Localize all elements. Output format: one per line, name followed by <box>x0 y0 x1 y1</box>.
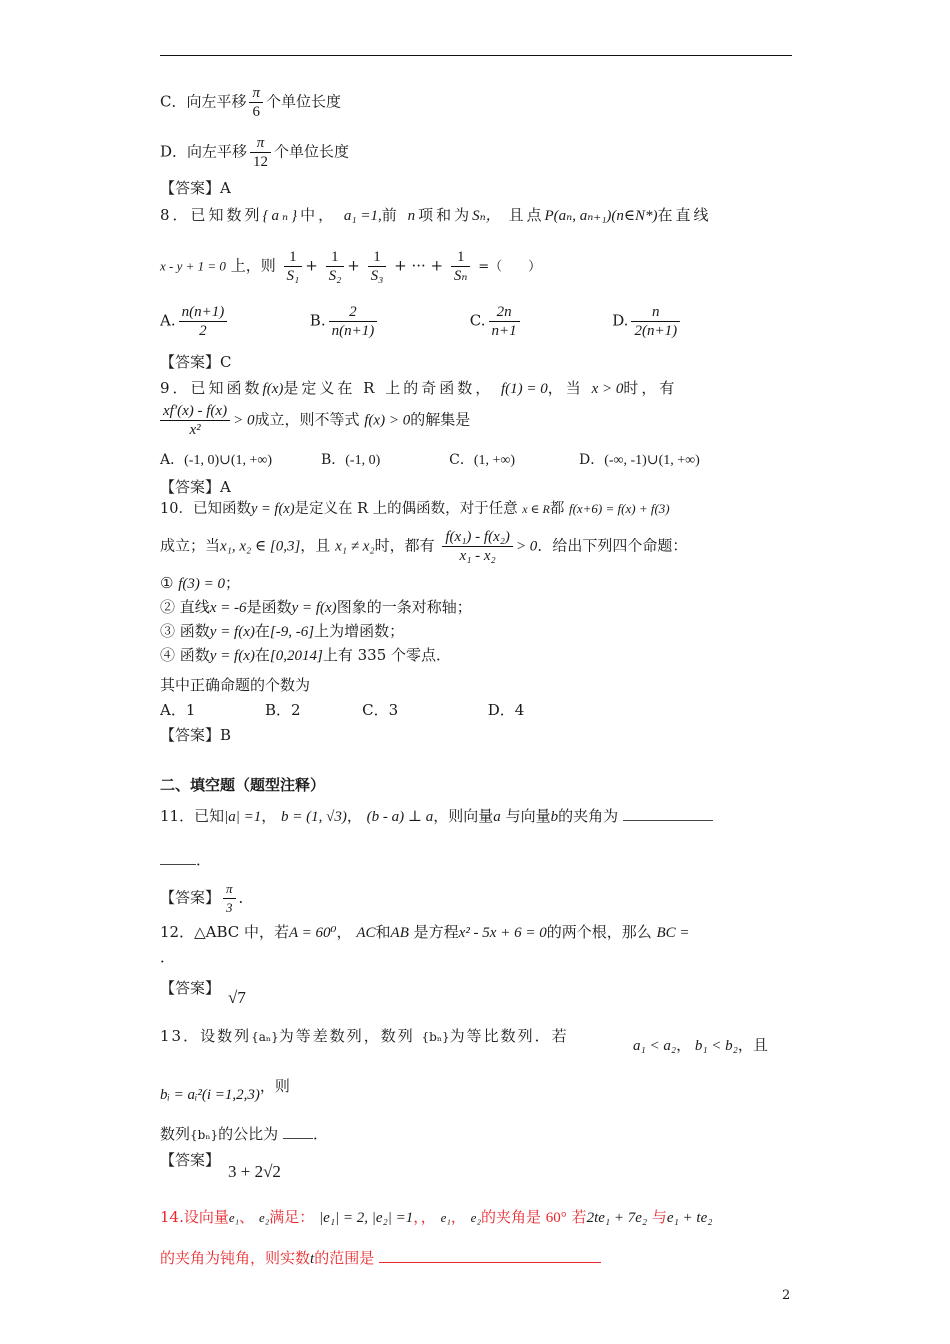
q10-stem-line2: 成立；当x₁, x₂ ∈ [0,3]，且 x₁ ≠ x₂时，都有 $\frac{\text{f(x₁) - f(x₂)}}{\text{x₁ - x₂}}$ > 0．给出下列四个命题： <box>160 529 688 564</box>
q9-answer: 【答案】A <box>160 478 231 496</box>
q8-stem-line1: 8．已知数列{aₙ}中， a₁ =1,前 n项和为Sₙ， 且点P(aₙ, aₙ₊₁)(n∈N*)在直线 <box>160 206 712 224</box>
q13-stem-line2: bᵢ = aᵢ²(i =1,2,3)，则 <box>160 1077 290 1103</box>
q7-option-d: D．向左平移 $\frac{\pi}{12}$ 个单位长度 <box>160 135 350 170</box>
page-number: 2 <box>782 1288 791 1303</box>
q13-answer-value: 3 + 2√2 <box>228 1162 281 1181</box>
q10-claim-4: ④ 函数y = f(x)在[0,2014]上有 335 个零点． <box>160 646 452 664</box>
q12-stem: 12．△ABC 中，若A = 60⁰， AC和AB 是方程x² - 5x + 6 = 0的两个根，那么 BC = <box>160 923 690 941</box>
q11-answer: 【答案】 $\frac{\pi}{3}$ ． <box>160 881 254 915</box>
q13-stem-line3: 数列{bₙ}的公比为 ． <box>160 1125 328 1143</box>
q10-claim-2: ② 直线x = -6是函数y = f(x)图象的一条对称轴； <box>160 598 472 616</box>
q9-stem-line2: $\frac{xf'(x) - f(x)}{\text{x²}}$ > 0成立，则不等式 f(x) > 0的解集是 <box>160 402 470 439</box>
q8-options: A. $\frac{n(n+1)}{2}$ B. $\frac{2}{n(n+1)}$ C. $\frac{2n}{n+1}$ D. $\frac{n}{2(n+1)}$ <box>160 303 683 340</box>
q8-stem-line2: x - y + 1 = 0 上，则 $\frac{1}{\text{S₁}}$ + $\frac{1}{\text{S₂}}$ + $\frac{1}{\text{S₃}}$ + ··· + $\frac{1}{\text{Sₙ}}$ =（ ） <box>160 249 542 284</box>
q13-answer: 【答案】 <box>160 1151 221 1169</box>
q10-answer: 【答案】B <box>160 726 232 744</box>
q9-options: A．(-1, 0)∪(1, +∞) B．(-1, 0) C．(1, +∞) D．(-∞, -1)∪(1, +∞) <box>160 452 700 468</box>
answer-blank <box>283 1138 313 1139</box>
header-rule <box>160 55 792 56</box>
q14-stem-line1: 14.设向量e₁、 e₂满足： |e₁| = 2, |e₂| =1，， e₁， e₂的夹角是 60° 若2te₁ + 7e₂ 与e₁ + te₂ <box>160 1208 713 1226</box>
q10-options: A．1 B．2 C．3 D．4 <box>160 701 525 719</box>
q12-dot: ． <box>160 948 176 966</box>
q10-stem-line1: 10．已知函数y = f(x)是定义在 R 上的偶函数，对于任意 x ∈ R都 f(x+6) = f(x) + f(3) <box>160 501 670 517</box>
q7-option-c: C．向左平移 $\frac{\pi}{6}$ 个单位长度 <box>160 85 342 120</box>
q13-cond-a: a₁ < a₂， b₁ < b₂，且 <box>633 1038 768 1054</box>
q8-answer: 【答案】C <box>160 353 232 371</box>
q10-claim-3: ③ 函数y = f(x)在[-9, -6]上为增函数； <box>160 622 405 640</box>
q12-answer: 【答案】 <box>160 979 221 997</box>
q11-blank-cont: ． <box>160 850 211 870</box>
q11-stem: 11．已知|a| =1， b = (1, √3)， (b - a) ⊥ a，则向量a 与向量b的夹角为 <box>160 806 713 827</box>
q13-stem-line1: 13．设数列{aₙ}为等差数列，数列 {bₙ}为等比数列．若 <box>160 1027 569 1045</box>
answer-blank <box>379 1262 601 1263</box>
section-title: 二、填空题（题型注释） <box>160 776 326 794</box>
q9-stem-line1: 9．已知函数f(x)是定义在 R 上的奇函数， f(1) = 0，当 x > 0时，有 <box>160 379 678 397</box>
q7-answer: 【答案】A <box>160 179 231 197</box>
q12-answer-value: √7 <box>228 988 246 1007</box>
q10-claim-1: ① f(3) = 0； <box>160 574 241 592</box>
q14-stem-line2: 的夹角为钝角，则实数t的范围是 <box>160 1248 601 1269</box>
answer-blank <box>623 820 713 821</box>
q10-question: 其中正确命题的个数为 <box>160 676 311 694</box>
